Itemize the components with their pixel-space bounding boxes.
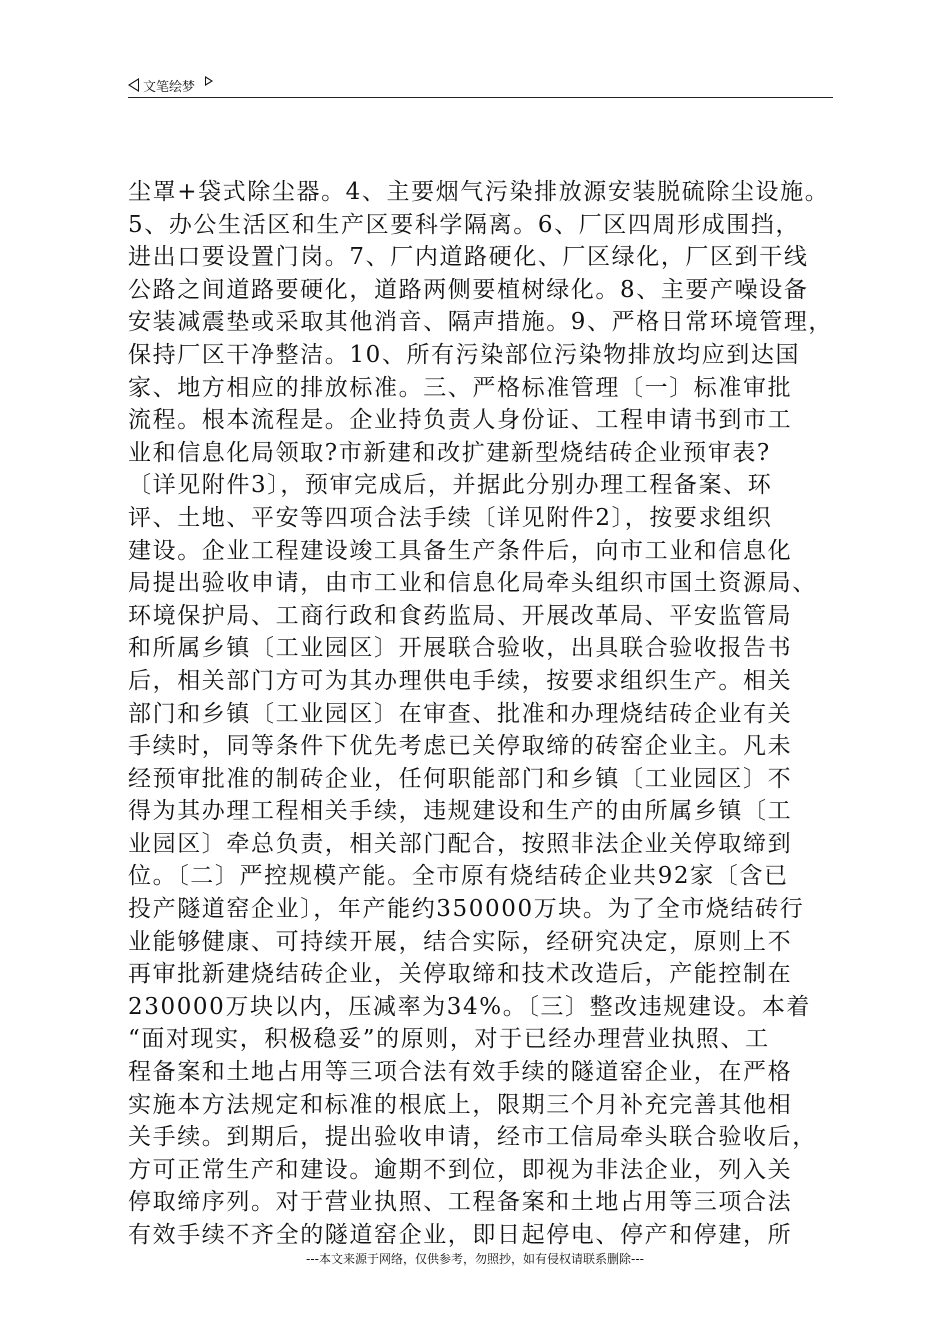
body-line: 实施本方法规定和标准的根底上，限期三个月补充完善其他相 [128,1091,793,1118]
body-line: 位。〔二〕严控规模产能。全市原有烧结砖企业共92家〔含已 [128,863,789,890]
body-line: 业园区〕牵总负责，相关部门配合，按照非法企业关停取缔到 [128,830,793,857]
body-line: 程备案和土地占用等三项合法有效手续的隧道窑企业，在严格 [128,1059,793,1086]
body-line: 再审批新建烧结砖企业，关停取缔和技术改造后，产能控制在 [128,961,793,988]
body-line: 评、土地、平安等四项合法手续〔详见附件2〕，按要求组织 [128,504,773,531]
body-line: 进出口要设置门岗。7、厂内道路硬化、厂区绿化，厂区到干线 [128,244,809,271]
body-line: 手续时，同等条件下优先考虑已关停取缔的砖窑企业主。凡未 [128,733,793,760]
body-line: 得为其办理工程相关手续，违规建设和生产的由所属乡镇〔工 [128,798,793,825]
body-line: 关手续。到期后，提出验收申请，经市工信局牵头联合验收后， [128,1124,817,1151]
body-line: 业能够健康、可持续开展，结合实际，经研究决定，原则上不 [128,928,793,955]
body-line: 〔详见附件3〕，预审完成后，并据此分别办理工程备案、环 [128,472,773,499]
body-line: 公路之间道路要硬化，道路两侧要植树绿化。8、主要产噪设备 [128,276,809,303]
body-line: 部门和乡镇〔工业园区〕在审查、批准和办理烧结砖企业有关 [128,700,793,727]
body-line: 5、办公生活区和生产区要科学隔离。6、厂区四周形成围挡， [128,211,801,238]
body-line: 安装减震垫或采取其他消音、隔声措施。9、严格日常环境管理， [128,309,834,336]
body-line: 有效手续不齐全的隧道窑企业，即日起停电、停产和停建，所 [128,1222,793,1248]
body-line: 环境保护局、工商行政和食药监局、开展改革局、平安监管局 [128,602,793,629]
header-divider [128,97,833,98]
triangle-left-icon [128,78,139,92]
body-line: 流程。根本流程是。企业持负责人身份证、工程申请书到市工 [128,407,793,434]
triangle-right-icon [205,76,213,86]
body-line: 方可正常生产和建设。逾期不到位，即视为非法企业，列入关 [128,1156,793,1183]
body-line: 家、地方相应的排放标准。三、严格标准管理〔一〕标准审批 [128,374,793,401]
page-header [128,74,213,96]
body-line: 投产隧道窑企业〕，年产能约350000万块。为了全市烧结砖行 [128,896,805,923]
page-footer: ---本文来源于网络，仅供参考，勿照抄，如有侵权请联系删除--- [306,1252,644,1266]
body-line: 后，相关部门方可为其办理供电手续，按要求组织生产。相关 [128,667,793,694]
body-line: 和所属乡镇〔工业园区〕开展联合验收，出具联合验收报告书 [128,635,793,662]
body-line: 停取缔序列。对于营业执照、工程备案和土地占用等三项合法 [128,1189,793,1216]
body-line: 经预审批准的制砖企业，任何职能部门和乡镇〔工业园区〕不 [128,765,793,792]
header-title: 文笔绘梦 [143,79,196,95]
body-line: 尘罩+袋式除尘器。4、主要烟气污染排放源安装脱硫除尘设施。 [128,179,830,205]
body-line: 230000万块以内，压减率为34%。〔三〕整改违规建设。本着 [128,993,812,1020]
body-line: 局提出验收申请，由市工业和信息化局牵头组织市国土资源局、 [128,570,817,597]
body-line: 业和信息化局领取?市新建和改扩建新型烧结砖企业预审表? [128,439,771,466]
document-body [128,176,836,1252]
body-line: 保持厂区干净整洁。10、所有污染部位污染物排放均应到达国 [128,341,801,368]
body-line: 建设。企业工程建设竣工具备生产条件后，向市工业和信息化 [128,537,793,564]
body-line: “面对现实，积极稳妥”的原则，对于已经办理营业执照、工 [128,1026,770,1053]
